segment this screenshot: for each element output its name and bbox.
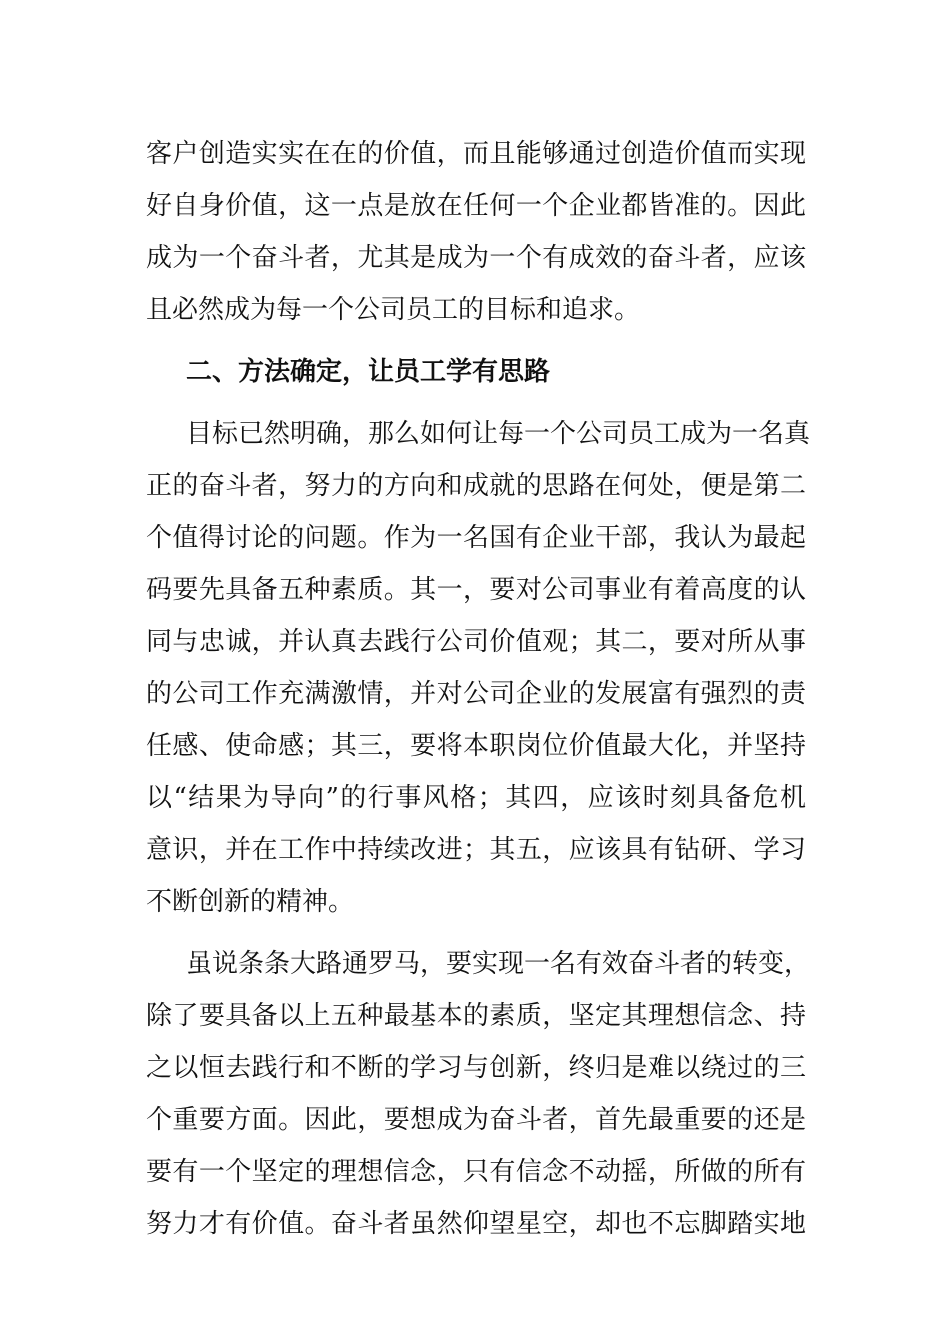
paragraph-3 (146, 938, 811, 1250)
paragraph-2 (146, 408, 811, 928)
text-line: 码要先具备五种素质。其一，要对公司事业有着高度的认 (146, 575, 806, 605)
text-line: 个值得讨论的问题。作为一名国有企业干部，我认为最起 (146, 523, 806, 553)
text-line: 好自身价值，这一点是放在任何一个企业都皆准的。因此 (146, 191, 806, 221)
section-heading: 二、方法确定，让员工学有思路 (186, 357, 551, 387)
text-line: 的公司工作充满激情，并对公司企业的发展富有强烈的责 (146, 679, 806, 709)
text-line: 正的奋斗者，努力的方向和成就的思路在何处，便是第二 (146, 471, 806, 501)
text-line: 个重要方面。因此，要想成为奋斗者，首先最重要的还是 (146, 1105, 806, 1135)
text-line: 虽说条条大路通罗马，要实现一名有效奋斗者的转变， (186, 949, 811, 979)
text-line: 除了要具备以上五种最基本的素质，坚定其理想信念、持 (146, 1001, 806, 1031)
text-line: 同与忠诚，并认真去践行公司价值观；其二，要对所从事 (146, 627, 806, 657)
text-line: 要有一个坚定的理想信念，只有信念不动摇，所做的所有 (146, 1157, 806, 1187)
text-line: 努力才有价值。奋斗者虽然仰望星空，却也不忘脚踏实地 (146, 1209, 806, 1239)
text-line: 客户创造实实在在的价值，而且能够通过创造价值而实现 (146, 139, 806, 169)
text-line: 且必然成为每一个公司员工的目标和追求。 (146, 295, 641, 325)
document-body (146, 128, 811, 1250)
text-line: 以“结果为导向”的行事风格；其四，应该时刻具备危机 (146, 783, 806, 813)
text-line: 意识，并在工作中持续改进；其五，应该具有钻研、学习 (146, 835, 806, 865)
text-line: 成为一个奋斗者，尤其是成为一个有成效的奋斗者，应该 (146, 243, 806, 273)
text-line: 之以恒去践行和不断的学习与创新，终归是难以绕过的三 (146, 1053, 806, 1083)
text-line: 不断创新的精神。 (146, 887, 355, 917)
paragraph-1 (146, 128, 806, 336)
text-line: 任感、使命感；其三，要将本职岗位价值最大化，并坚持 (146, 731, 806, 761)
text-line: 目标已然明确，那么如何让每一个公司员工成为一名真 (186, 419, 811, 449)
